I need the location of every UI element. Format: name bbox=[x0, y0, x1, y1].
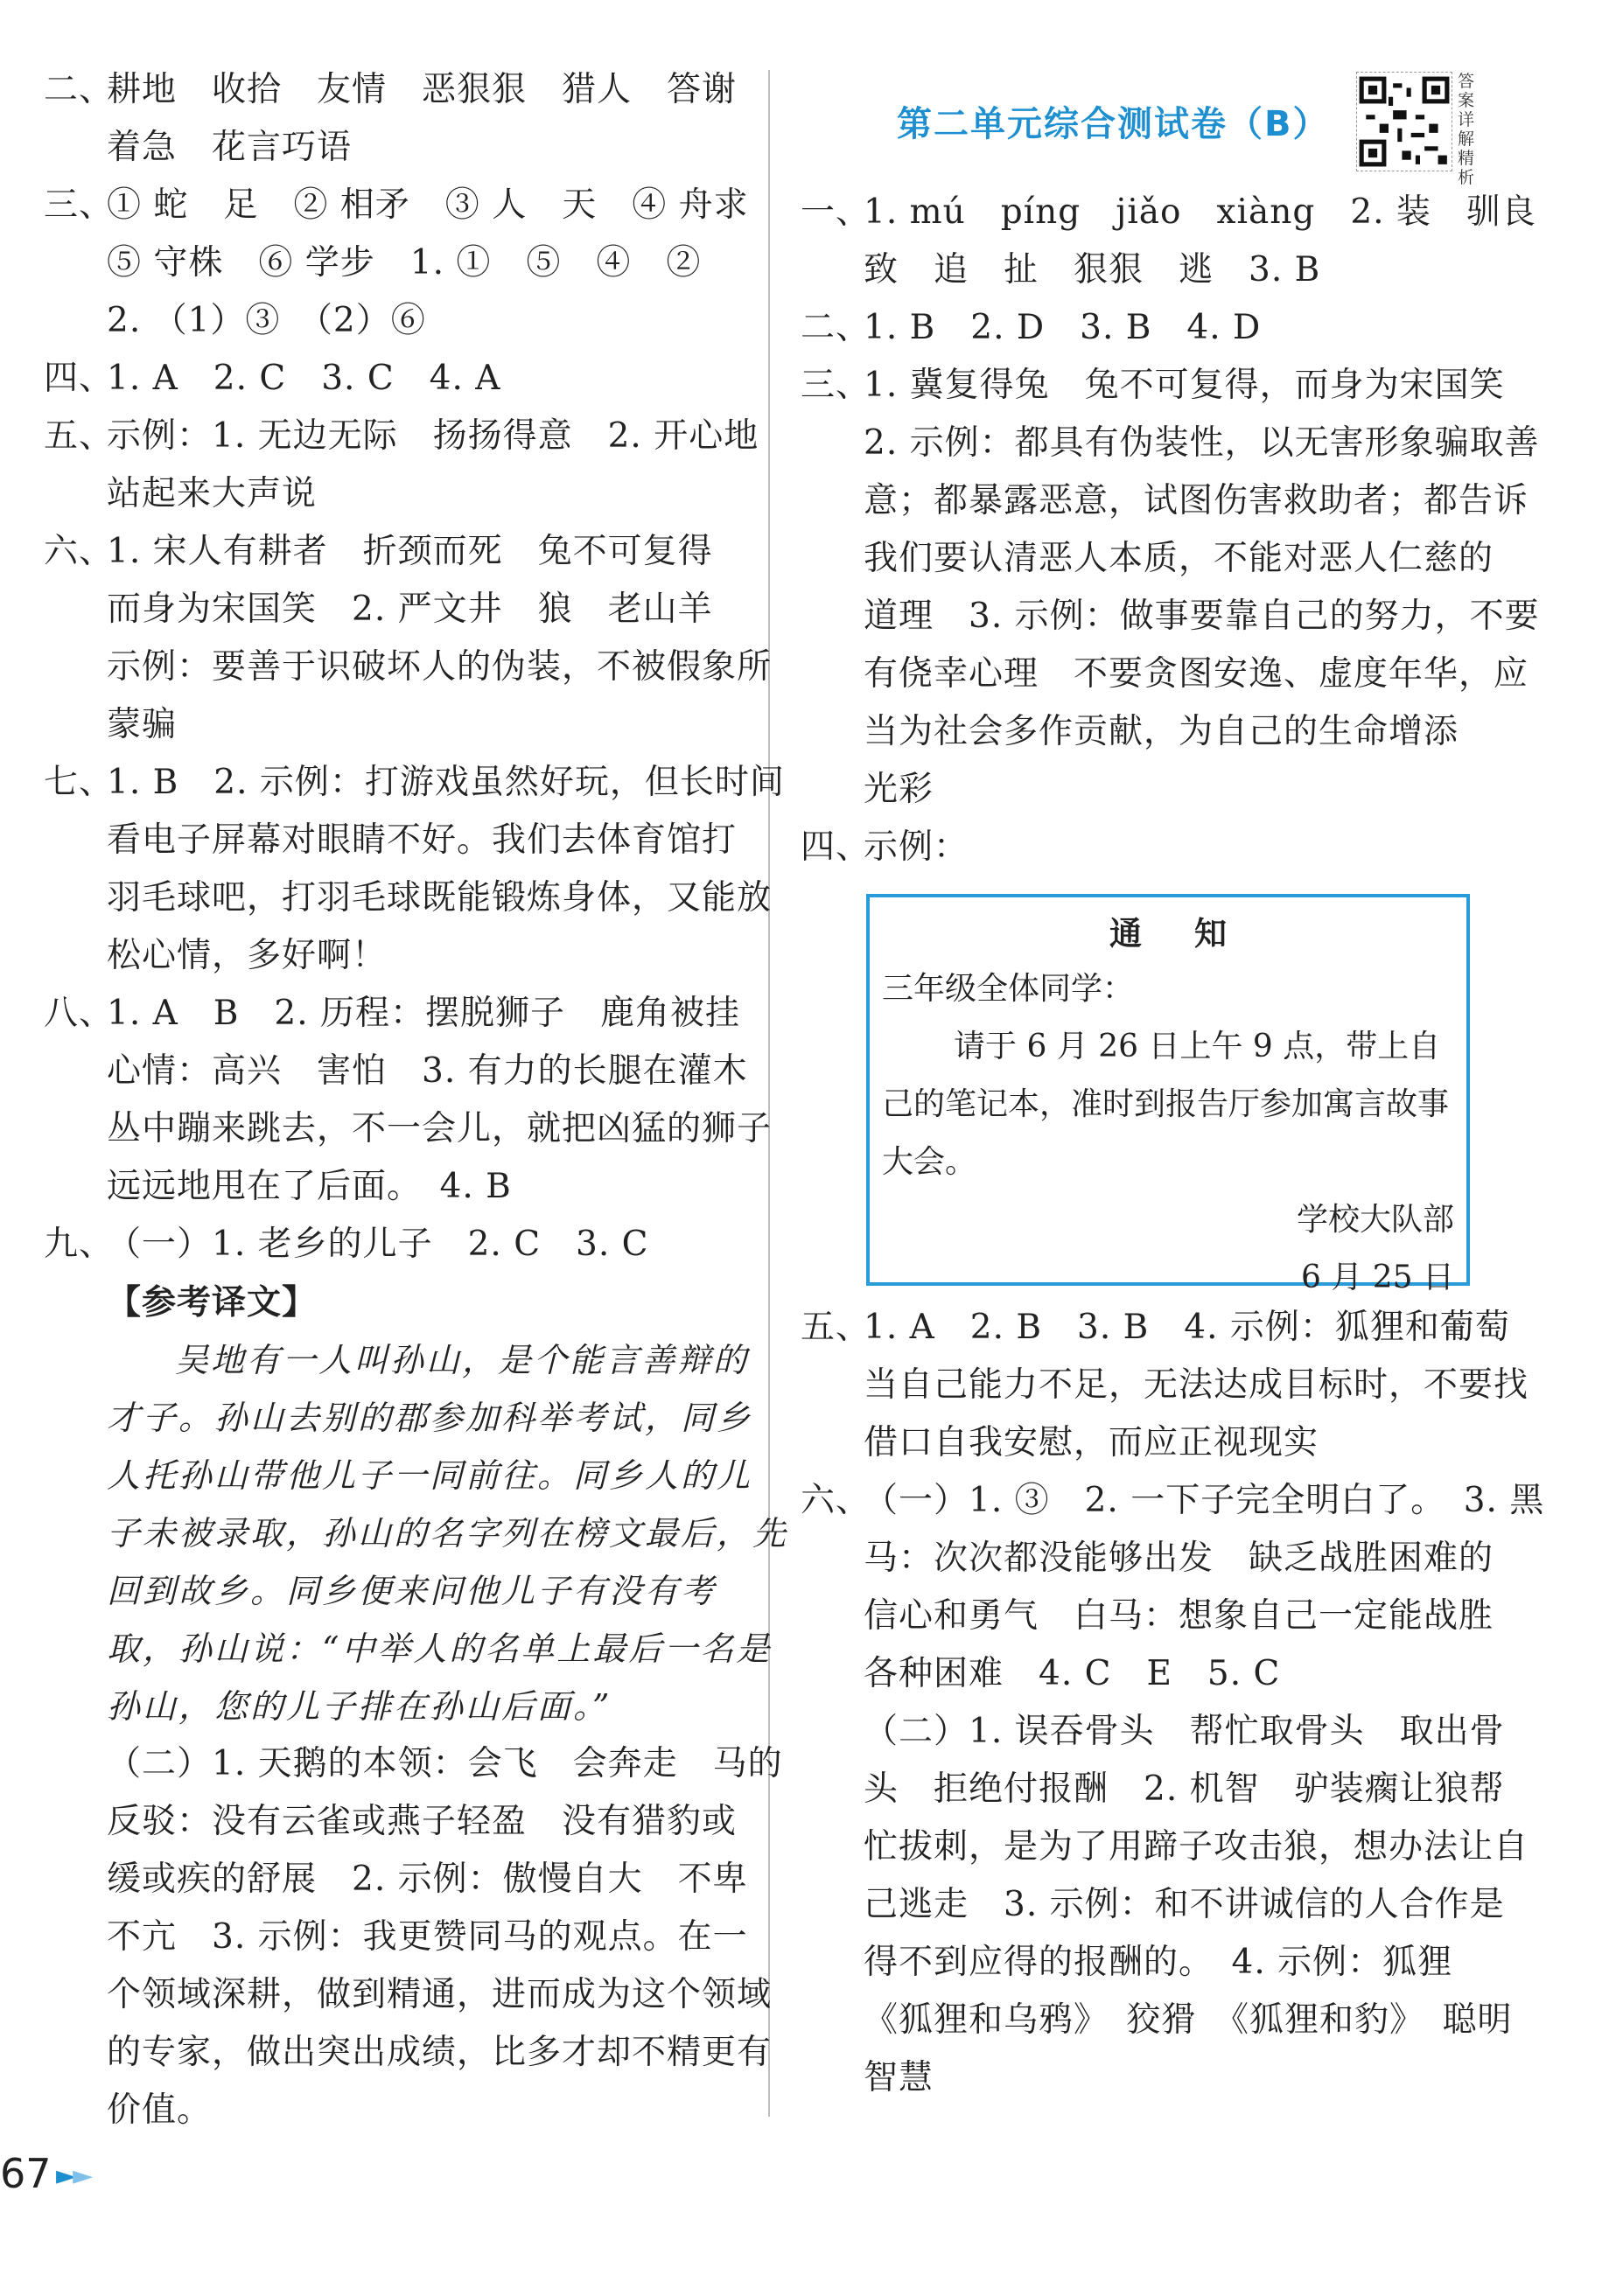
answer-line bbox=[801, 1761, 1505, 1818]
answer-line bbox=[44, 119, 752, 177]
answer-line bbox=[44, 523, 752, 581]
answer-text: 示例：要善于识破坏人的伪装，不被假象所 bbox=[107, 647, 773, 687]
answer-line bbox=[801, 1703, 1505, 1761]
answer-line bbox=[801, 1530, 1505, 1588]
answer-text: 丛中蹦来跳去，不一会儿，就把凶猛的狮子 bbox=[107, 1109, 773, 1148]
answer-text: 有侥幸心理 不要贪图安逸、虚度年华，应 bbox=[864, 654, 1529, 694]
answer-text: 心情：高兴 害怕 3. 有力的长腿在灌木 bbox=[107, 1051, 748, 1091]
right-answer-sections-top bbox=[801, 184, 1540, 876]
reference-translation bbox=[44, 1331, 789, 1735]
answer-line bbox=[44, 1043, 752, 1100]
answer-text: 信心和勇气 白马：想象自己一定能战胜 bbox=[864, 1596, 1494, 1636]
answer-line bbox=[801, 1472, 1545, 1530]
answer-line bbox=[801, 357, 1505, 415]
answer-text: 1. B 2. 示例：打游戏虽然好玩，但长时间 bbox=[107, 763, 785, 802]
text-line: 反驳：没有云雀或燕子轻盈 没有猎豹或 bbox=[107, 1802, 738, 1841]
page-arrows-icon: ►► bbox=[56, 2160, 90, 2191]
test-title: 第二单元综合测试卷（B） bbox=[897, 104, 1330, 144]
section-label: 四、 bbox=[801, 827, 871, 867]
answer-text: 远远地甩在了后面。 4. B bbox=[107, 1167, 512, 1206]
left-column bbox=[44, 61, 789, 2139]
section-label: 五、 bbox=[801, 1308, 871, 1347]
answer-text: 借口自我安慰，而应正视现实 bbox=[864, 1423, 1319, 1462]
answer-text: 羽毛球吧，打羽毛球既能锻炼身体，又能放 bbox=[107, 878, 773, 918]
answer-line bbox=[44, 639, 773, 696]
notice-title: 通知 bbox=[1109, 914, 1279, 953]
answer-text: 站起来大声说 bbox=[107, 474, 318, 513]
answer-line bbox=[44, 581, 752, 639]
section-label: 一、 bbox=[801, 192, 871, 232]
section-label: 二、 bbox=[44, 70, 115, 109]
answer-text: 头 拒绝付报酬 2. 机智 驴装瘸让狼帮 bbox=[864, 1769, 1505, 1809]
answer-text: 《狐狸和乌鸦》 狡猾 《狐狸和豹》 聪明 bbox=[864, 2000, 1513, 2040]
answer-line bbox=[801, 761, 1505, 819]
answer-text: 耕地 收拾 友情 恶狠狠 猎人 答谢 bbox=[107, 70, 738, 109]
text-line: 人托孙山带他儿子一同前往。同乡人的儿 bbox=[107, 1456, 753, 1495]
answer-line bbox=[44, 1158, 752, 1216]
answer-text: （二）1. 误吞骨头 帮忙取骨头 取出骨 bbox=[864, 1712, 1505, 1751]
answer-line bbox=[801, 1876, 1505, 1934]
answer-line bbox=[801, 472, 1529, 530]
section-label: 七、 bbox=[44, 763, 115, 802]
answer-text: 1. mú píng jiǎo xiàng 2. 装 驯良 bbox=[864, 192, 1536, 232]
answer-text: 我们要认清恶人本质，不能对恶人仁慈的 bbox=[864, 539, 1494, 578]
answer-text: 1. A 2. B 3. B 4. 示例：狐狸和葡萄 bbox=[864, 1308, 1510, 1347]
answer-line bbox=[44, 408, 759, 465]
answer-text: 1. A 2. C 3. C 4. A bbox=[107, 359, 501, 398]
answer-text: 1. 宋人有耕者 折颈而死 兔不可复得 bbox=[107, 532, 713, 571]
text-line: 才子。孙山去别的郡参加科举考试，同乡 bbox=[107, 1399, 753, 1437]
answer-line bbox=[44, 465, 752, 523]
answer-line bbox=[44, 234, 752, 292]
section-label: 八、 bbox=[44, 994, 115, 1033]
left-answer-sections bbox=[44, 61, 785, 1274]
answer-line bbox=[801, 299, 1505, 357]
text-line: 不亢 3. 示例：我更赞同马的观点。在一 bbox=[107, 1917, 748, 1957]
text-line: 回到故乡。同乡便来问他儿子有没有考 bbox=[107, 1572, 717, 1610]
answer-line bbox=[44, 292, 752, 350]
answer-text: 道理 3. 示例：做事要靠自己的努力，不要 bbox=[864, 597, 1540, 636]
answer-line bbox=[44, 812, 752, 869]
text-line: 孙山，您的儿子排在孙山后面。” bbox=[107, 1687, 612, 1726]
answer-line bbox=[44, 61, 752, 119]
answer-text: 致 追 扯 狠狠 逃 3. B bbox=[864, 250, 1321, 290]
notice-signature: 学校大队部 bbox=[1296, 1202, 1454, 1238]
text-line: （二）1. 天鹅的本领：会飞 会奔走 马的 bbox=[107, 1744, 783, 1783]
qr-code-icon[interactable] bbox=[1356, 72, 1452, 171]
section-label: 四、 bbox=[44, 359, 115, 398]
answer-line bbox=[44, 754, 785, 812]
answer-line bbox=[801, 1934, 1505, 1992]
text-line: 吴地有一人叫孙山，是个能言善辩的 bbox=[175, 1341, 750, 1379]
answer-text: 得不到应得的报酬的。 4. 示例：狐狸 bbox=[864, 1943, 1453, 1982]
answer-text: ⑤ 守株 ⑥ 学步 1. ① ⑤ ④ ② bbox=[107, 243, 702, 283]
answer-line bbox=[801, 1818, 1529, 1876]
answer-text: 当自己能力不足，无法达成目标时，不要找 bbox=[864, 1365, 1529, 1405]
right-column-bottom bbox=[801, 1299, 1545, 2107]
column-divider bbox=[768, 70, 770, 2117]
text-line: 价值。 bbox=[107, 2090, 213, 2130]
notice-body: 请于 6 月 26 日上午 9 点，带上自己的笔记本，准时到报告厅参加寓言故事大会。 bbox=[882, 1029, 1450, 1180]
answer-text: 松心情，多好啊！ bbox=[107, 936, 388, 975]
answer-line bbox=[801, 184, 1536, 241]
answer-line bbox=[801, 703, 1505, 761]
answer-line bbox=[801, 1414, 1505, 1472]
answer-text: 1. 冀复得兔 兔不可复得，而身为宋国笑 bbox=[864, 366, 1505, 405]
answer-line bbox=[44, 985, 752, 1043]
right-answer-sections-bottom bbox=[801, 1299, 1545, 2107]
answer-line bbox=[801, 1992, 1513, 2049]
section-label: 六、 bbox=[801, 1481, 871, 1520]
section-label: 五、 bbox=[44, 416, 115, 456]
answer-text: 各种困难 4. C E 5. C bbox=[864, 1654, 1281, 1693]
answer-line bbox=[801, 819, 1505, 876]
answer-text: 蒙骗 bbox=[107, 705, 178, 744]
answer-text: 示例：1. 无边无际 扬扬得意 2. 开心地 bbox=[107, 416, 759, 456]
answer-line bbox=[44, 177, 752, 234]
answer-line bbox=[801, 1645, 1505, 1703]
answer-line bbox=[801, 1357, 1529, 1414]
answer-text: 1. A B 2. 历程：摆脱狮子 鹿角被挂 bbox=[107, 994, 741, 1033]
answer-text: （一）1. ③ 2. 一下子完全明白了。 3. 黑 bbox=[864, 1481, 1545, 1520]
answer-line bbox=[44, 927, 752, 985]
answer-line bbox=[801, 588, 1540, 646]
page-number: 67 bbox=[0, 2150, 52, 2197]
notice-box bbox=[866, 894, 1470, 1295]
notice-salutation: 三年级全体同学： bbox=[882, 971, 1135, 1007]
answer-text: 2. （1）③ （2）⑥ bbox=[107, 301, 426, 340]
section-label: 九、 bbox=[44, 1225, 115, 1264]
answer-text: （一）1. 老乡的儿子 2. C 3. C bbox=[107, 1225, 649, 1264]
part-two-answers bbox=[44, 1735, 783, 2139]
answer-line bbox=[44, 1100, 773, 1158]
answer-line bbox=[801, 241, 1505, 299]
answer-line bbox=[801, 415, 1540, 472]
section-label: 二、 bbox=[801, 308, 871, 347]
text-line: 缓或疾的舒展 2. 示例：傲慢自大 不卑 bbox=[107, 1860, 748, 1899]
answer-text: 2. 示例：都具有伪装性，以无害形象骗取善 bbox=[864, 423, 1540, 463]
section-label: 三、 bbox=[44, 185, 115, 225]
answer-text: 着急 花言巧语 bbox=[107, 128, 353, 167]
answer-line bbox=[44, 1216, 752, 1274]
answer-line bbox=[44, 696, 752, 754]
answer-line bbox=[801, 2049, 1505, 2107]
section-label: 六、 bbox=[44, 532, 115, 571]
answer-text: 智慧 bbox=[864, 2058, 934, 2097]
answer-line bbox=[801, 1299, 1510, 1357]
answer-text: ① 蛇 足 ② 相矛 ③ 人 天 ④ 舟求 bbox=[107, 185, 749, 225]
right-column bbox=[801, 184, 1540, 876]
answer-line bbox=[44, 869, 773, 927]
answer-text: 而身为宋国笑 2. 严文井 狼 老山羊 bbox=[107, 590, 713, 629]
section-label: 三、 bbox=[801, 366, 871, 405]
qr-block[interactable] bbox=[1356, 72, 1479, 187]
qr-caption: 答案详解精析 bbox=[1458, 72, 1475, 187]
answer-text: 马：次次都没能够出发 缺乏战胜困难的 bbox=[864, 1539, 1494, 1578]
answer-text: 光彩 bbox=[864, 770, 934, 809]
text-line: 子未被录取，孙山的名字列在榜文最后，先 bbox=[107, 1514, 789, 1553]
text-line: 个领域深耕，做到精通，进而成为这个领域 bbox=[107, 1975, 773, 2014]
answer-text: 己逃走 3. 示例：和不讲诚信的人合作是 bbox=[864, 1885, 1505, 1924]
answer-text: 1. B 2. D 3. B 4. D bbox=[864, 308, 1262, 347]
answer-line bbox=[44, 350, 752, 408]
notice-date: 6 月 25 日 bbox=[1300, 1260, 1454, 1295]
answer-text: 意；都暴露恶意，试图伤害救助者；都告诉 bbox=[864, 481, 1529, 520]
answer-line bbox=[801, 530, 1505, 588]
text-line: 的专家，做出突出成绩，比多才却不精更有 bbox=[107, 2033, 773, 2072]
answer-line bbox=[801, 646, 1529, 703]
answer-text: 看电子屏幕对眼睛不好。我们去体育馆打 bbox=[107, 820, 738, 860]
text-line: 取，孙山说：“中举人的名单上最后一名是 bbox=[107, 1630, 773, 1668]
answer-line bbox=[801, 1588, 1505, 1645]
answer-text: 示例： bbox=[864, 827, 969, 867]
answer-text: 当为社会多作贡献，为自己的生命增添 bbox=[864, 712, 1459, 751]
answer-text: 忙拔刺，是为了用蹄子攻击狼，想办法让自 bbox=[864, 1827, 1529, 1867]
translation-heading: 【参考译文】 bbox=[107, 1282, 318, 1322]
